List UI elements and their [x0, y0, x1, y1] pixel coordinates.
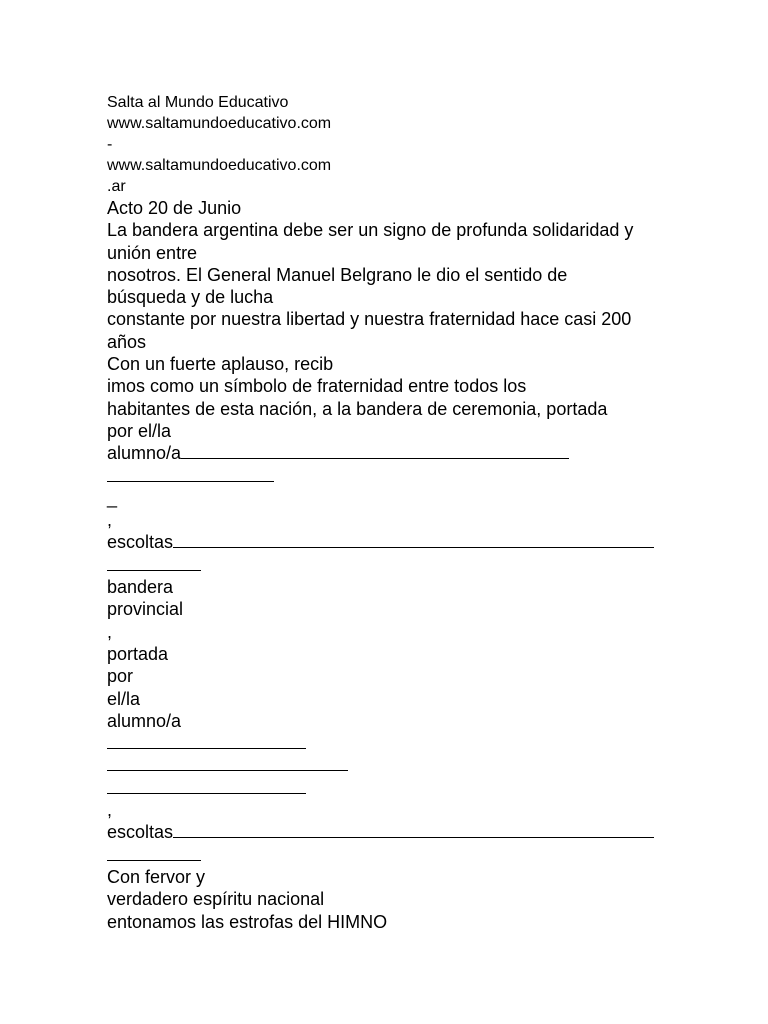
blank-line	[107, 754, 707, 776]
paragraph-line: nosotros. El General Manuel Belgrano le dio el sentido de	[107, 264, 568, 285]
site-url[interactable]: www.saltamundoeducativo.com	[107, 115, 332, 132]
blank-line	[107, 732, 707, 754]
closing-line: verdadero espíritu nacional	[107, 889, 325, 910]
header-separator: -	[107, 136, 113, 153]
blank-line	[107, 844, 707, 866]
provincial-line: portada	[107, 643, 169, 664]
escoltas-fill-line	[107, 821, 707, 843]
site-name: Salta al Mundo Educativo	[107, 94, 289, 111]
site-url-ar[interactable]: www.saltamundoeducativo.com	[107, 157, 332, 174]
comma-line: ,	[107, 510, 113, 531]
escoltas-fill-line	[107, 531, 707, 553]
paragraph-line: Con un fuerte aplauso, recib	[107, 354, 334, 375]
document-page	[107, 92, 707, 933]
provincial-line: alumno/a	[107, 710, 182, 731]
paragraph-line: años	[107, 331, 147, 352]
provincial-alumno-blank-3[interactable]	[107, 777, 306, 794]
blank-line	[107, 554, 707, 576]
provincial-line: provincial	[107, 599, 184, 620]
paragraph-line: habitantes de esta nación, a la bandera de ceremonia, portada	[107, 398, 608, 419]
document-title: Acto 20 de Junio	[107, 198, 242, 218]
provincial-alumno-blank-2[interactable]	[107, 754, 348, 771]
blank-line	[107, 465, 707, 487]
paragraph-line: La bandera argentina debe ser un signo de profunda solidaridad y	[107, 220, 634, 241]
alumno-label: alumno/a	[107, 443, 182, 464]
comma-line: ,	[107, 800, 113, 821]
blank-line	[107, 777, 707, 799]
provincial-escoltas-blank[interactable]	[173, 821, 654, 838]
escoltas-label: escoltas	[107, 532, 174, 553]
alumno-fill-line	[107, 442, 707, 464]
escoltas-label: escoltas	[107, 822, 174, 843]
provincial-line: por	[107, 666, 134, 687]
provincial-line: el/la	[107, 688, 141, 709]
closing-line: entonamos las estrofas del HIMNO	[107, 911, 388, 932]
paragraph-line: constante por nuestra libertad y nuestra fraternidad hace casi 200	[107, 309, 632, 330]
paragraph-line: búsqueda y de lucha	[107, 287, 274, 308]
provincial-line: ,	[107, 621, 113, 642]
underscore-line: _	[107, 487, 118, 508]
escoltas-blank-continued[interactable]	[107, 554, 201, 571]
site-url-ar-suffix: .ar	[107, 178, 126, 195]
provincial-alumno-blank[interactable]	[107, 732, 306, 749]
escoltas-blank[interactable]	[173, 531, 654, 548]
paragraph-line: imos como un símbolo de fraternidad entre todos los	[107, 376, 527, 397]
closing-line: Con fervor y	[107, 866, 206, 887]
provincial-line: bandera	[107, 577, 174, 598]
provincial-escoltas-blank-continued[interactable]	[107, 844, 201, 861]
paragraph-line: por el/la	[107, 420, 172, 441]
paragraph-line: unión entre	[107, 242, 198, 263]
alumno-blank[interactable]	[181, 442, 569, 459]
alumno-blank-continued[interactable]	[107, 465, 274, 482]
